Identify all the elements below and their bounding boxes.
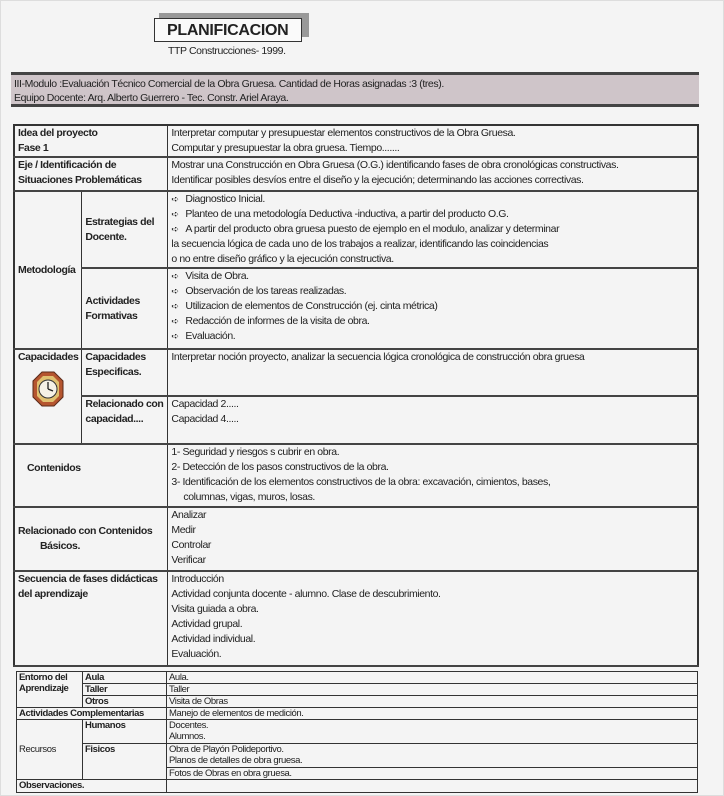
resources-table xyxy=(16,671,698,793)
humanos-label: Humanos xyxy=(83,720,167,744)
line: Docentes. xyxy=(169,720,209,731)
secuencia-content xyxy=(168,571,698,666)
item-text: Evaluación. xyxy=(185,330,236,342)
item-text: Diagnostico Inicial. xyxy=(185,193,265,205)
estrategias-label: Estrategias del Docente. xyxy=(82,191,168,268)
line: Analizar xyxy=(171,509,207,521)
entorno-key: Otros xyxy=(83,696,167,708)
actividades-label: Actividades Formativas xyxy=(82,268,168,349)
arrow-right-icon: ➪ xyxy=(171,331,179,341)
planning-table xyxy=(13,124,699,667)
recursos-label: Recursos xyxy=(17,720,83,780)
entorno-label: Entorno del Aprendizaje xyxy=(17,672,83,708)
item-text: Utilizacion de elementos de Construcción (ej. cinta métrica) xyxy=(185,300,438,312)
table-row xyxy=(17,744,698,768)
module-banner xyxy=(11,72,699,107)
arrow-right-icon: ➪ xyxy=(171,209,179,219)
eje-label xyxy=(14,157,168,191)
humanos-value xyxy=(167,720,698,744)
label: Idea del proyecto xyxy=(18,127,98,139)
line: 2- Detección de los pasos constructivos de la obra. xyxy=(171,461,389,473)
entorno-key: Taller xyxy=(83,684,167,696)
line: Introducción xyxy=(171,573,224,585)
line: columnas, vigas, muros, losas. xyxy=(183,491,315,503)
line: Verificar xyxy=(171,554,206,566)
line: Actividad grupal. xyxy=(171,618,243,630)
arrow-right-icon: ➪ xyxy=(171,301,179,311)
line: Actividad conjunta docente - alumno. Clase de descubrimiento. xyxy=(171,588,441,600)
line: Identificar posibles desvíos entre el diseño y la ejecución; determinando las acciones correctivas. xyxy=(171,174,584,186)
table-row xyxy=(17,720,698,744)
relacionado-content xyxy=(168,396,698,444)
page-title: PLANIFICACION xyxy=(154,18,302,42)
table-row xyxy=(17,780,698,793)
item-text: Observación de los tareas realizadas. xyxy=(185,285,347,297)
list-item xyxy=(171,299,694,314)
line: 3- Identificación de los elementos constructivos de la obra: excavación, cimientos, bases, xyxy=(171,476,551,488)
item-text: Redacción de informes de la visita de obra. xyxy=(185,315,370,327)
line: Obra de Playón Polideportivo. xyxy=(169,744,284,755)
entorno-value: Aula. xyxy=(167,672,698,684)
contenidos-content xyxy=(168,444,698,507)
line: Interpretar computar y presupuestar elementos constructivos de la Obra Gruesa. xyxy=(171,127,516,139)
label: Situaciones Problemáticas xyxy=(18,174,142,186)
label: Básicos. xyxy=(40,540,80,552)
row-actividades xyxy=(14,268,698,349)
relacionado-label: Relacionado con capacidad.... xyxy=(82,396,168,444)
fisicos-value xyxy=(167,744,698,768)
line: Evaluación. xyxy=(171,648,222,660)
line: Computar y presupuestar la obra gruesa. Tiempo....... xyxy=(171,142,400,154)
especificas-content: Interpretar noción proyecto, analizar la secuencia lógica cronológica de construcción obra gruesa xyxy=(168,349,698,396)
arrow-right-icon: ➪ xyxy=(171,271,179,281)
idea-label xyxy=(14,125,168,157)
idea-content xyxy=(168,125,698,157)
line: 1- Seguridad y riesgos s cubrir en obra. xyxy=(171,446,340,458)
arrow-right-icon: ➪ xyxy=(171,224,179,234)
list-item xyxy=(171,192,694,207)
line: o no entre diseño gráfico y la ejecución constructiva. xyxy=(171,253,394,265)
list-item xyxy=(171,222,694,237)
row-estrategias xyxy=(14,191,698,268)
arrow-right-icon: ➪ xyxy=(171,316,179,326)
estrategias-content xyxy=(168,191,698,268)
table-row xyxy=(17,672,698,684)
list-item xyxy=(171,269,694,284)
metodologia-label: Metodología xyxy=(14,191,82,349)
eje-content xyxy=(168,157,698,191)
observaciones-label: Observaciones. xyxy=(17,780,167,793)
observaciones-value xyxy=(167,780,698,793)
line: Actividad individual. xyxy=(171,633,256,645)
arrow-right-icon: ➪ xyxy=(171,194,179,204)
label: Eje / Identificación de xyxy=(18,159,117,171)
contenidos-label: Contenidos xyxy=(14,444,168,507)
basicos-content xyxy=(168,507,698,571)
list-item xyxy=(171,329,694,344)
fisicos-extra: Fotos de Obras en obra gruesa. xyxy=(167,768,698,780)
basicos-label xyxy=(14,507,168,571)
line: Capacidad 4..... xyxy=(171,413,239,425)
line: Visita guiada a obra. xyxy=(171,603,259,615)
page-subtitle: TTP Construcciones- 1999. xyxy=(168,45,286,57)
line: Controlar xyxy=(171,539,211,551)
line: Capacidad 2..... xyxy=(171,398,239,410)
capacidades-label: Capacidades xyxy=(18,351,79,363)
table-row xyxy=(17,696,698,708)
clock-icon xyxy=(32,371,64,407)
list-item xyxy=(171,314,694,329)
item-text: Visita de Obra. xyxy=(185,270,249,282)
row-basicos xyxy=(14,507,698,571)
entorno-key: Aula xyxy=(83,672,167,684)
complementarias-value: Manejo de elementos de medición. xyxy=(167,708,698,720)
label: Fase 1 xyxy=(18,142,49,154)
capacidades-cell xyxy=(14,349,82,444)
label: Secuencia de fases didácticas xyxy=(18,573,158,585)
secuencia-label xyxy=(14,571,168,666)
label: Relacionado con Contenidos xyxy=(18,525,153,537)
module-line: III-Modulo :Evaluación Técnico Comercial de la Obra Gruesa. Cantidad de Horas asignadas :3 (tres). xyxy=(14,78,444,90)
row-capacidades xyxy=(14,349,698,396)
line: Mostrar una Construcción en Obra Gruesa (O.G.) identificando fases de obra cronológicas constructivas. xyxy=(171,159,619,171)
complementarias-label: Actividades Complementarias xyxy=(17,708,167,720)
list-item xyxy=(171,207,694,222)
label: del aprendizaje xyxy=(18,588,88,600)
row-eje xyxy=(14,157,698,191)
line: Planos de detalles de obra gruesa. xyxy=(169,755,303,766)
entorno-value: Taller xyxy=(167,684,698,696)
line: la secuencia lógica de cada uno de los trabajos a realizar, identificando las coincidencias xyxy=(171,238,549,250)
item-text: A partir del producto obra gruesa puesto de ejemplo en el modulo, analizar y determinar xyxy=(185,223,560,235)
actividades-content xyxy=(168,268,698,349)
table-row xyxy=(17,708,698,720)
item-text: Planteo de una metodología Deductiva -inductiva, a partir del producto O.G. xyxy=(185,208,509,220)
row-relacionado xyxy=(14,396,698,444)
fisicos-label: Fisicos xyxy=(83,744,167,780)
arrow-right-icon: ➪ xyxy=(171,286,179,296)
line: Medir xyxy=(171,524,196,536)
list-item xyxy=(171,284,694,299)
table-row xyxy=(17,684,698,696)
row-idea xyxy=(14,125,698,157)
team-line: Equipo Docente: Arq. Alberto Guerrero - Tec. Constr. Ariel Araya. xyxy=(14,92,289,104)
especificas-label: Capacidades Especificas. xyxy=(82,349,168,396)
row-contenidos xyxy=(14,444,698,507)
line: Alumnos. xyxy=(169,731,206,742)
row-secuencia xyxy=(14,571,698,666)
entorno-value: Visita de Obras xyxy=(167,696,698,708)
